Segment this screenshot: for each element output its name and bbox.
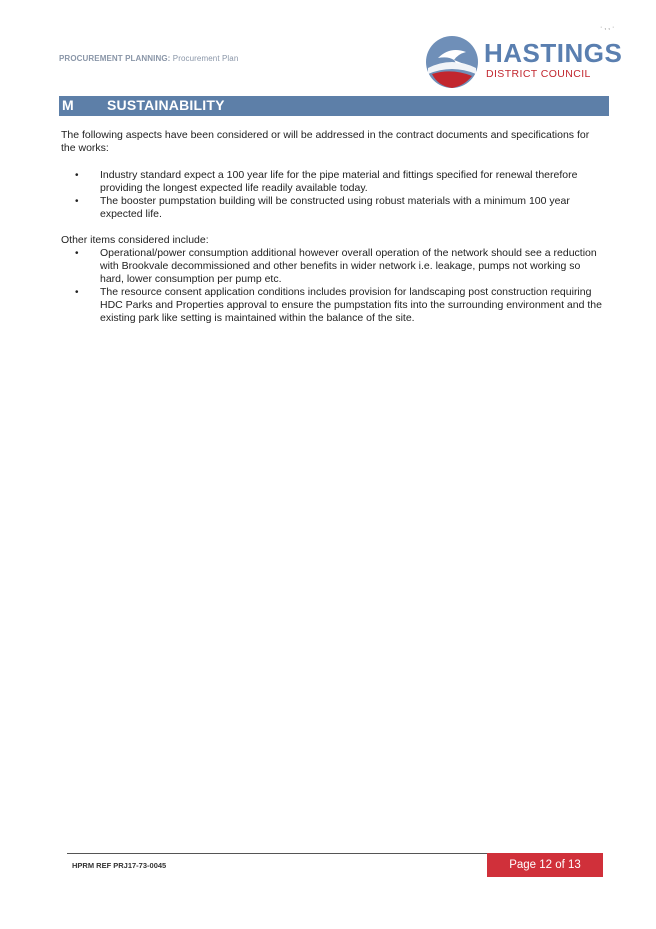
gannet-emblem-icon bbox=[424, 34, 480, 90]
footer-reference: HPRM REF PRJ17-73-0045 bbox=[72, 861, 167, 870]
list-item: • Industry standard expect a 100 year life for the pipe material and fittings specified for renewal therefore providing the longest expected life readily available today. bbox=[61, 169, 606, 195]
list-item: • The booster pumpstation building will be constructed using robust materials with a minimum 100 year expected life. bbox=[61, 195, 606, 221]
list-item: • Operational/power consumption additional however overall operation of the network should see a reduction with Brookvale decommissioned and other benefits in wider network i.e. leakage, pumps not working so hard, lower consumption per pump etc. bbox=[61, 247, 606, 286]
section-letter: M bbox=[62, 97, 74, 113]
list-item: • The resource consent application conditions includes provision for landscaping post construction requiring HDC Parks and Properties approval to ensure the pumpstation fits into the surrounding environment and the existing park like setting is maintained within the balance of the site. bbox=[61, 286, 606, 325]
other-items-heading: Other items considered include: bbox=[61, 234, 209, 246]
council-logo bbox=[424, 34, 624, 92]
aspects-list bbox=[61, 169, 606, 221]
page-number-badge: Page 12 of 13 bbox=[487, 853, 603, 877]
scan-marks: · , , · bbox=[600, 24, 615, 31]
logo-subtitle: DISTRICT COUNCIL bbox=[486, 68, 591, 80]
document-title-bold: PROCUREMENT PLANNING: bbox=[59, 54, 171, 63]
section-title: SUSTAINABILITY bbox=[107, 97, 225, 113]
document-title-rest: Procurement Plan bbox=[170, 54, 239, 63]
intro-paragraph: The following aspects have been considered or will be addressed in the contract documents and specifications for the works: bbox=[61, 129, 590, 154]
logo-name: HASTINGS bbox=[484, 38, 623, 68]
document-title bbox=[59, 54, 238, 63]
section-heading-bar bbox=[59, 96, 609, 116]
other-items-list bbox=[61, 247, 606, 325]
section-content bbox=[61, 129, 606, 325]
